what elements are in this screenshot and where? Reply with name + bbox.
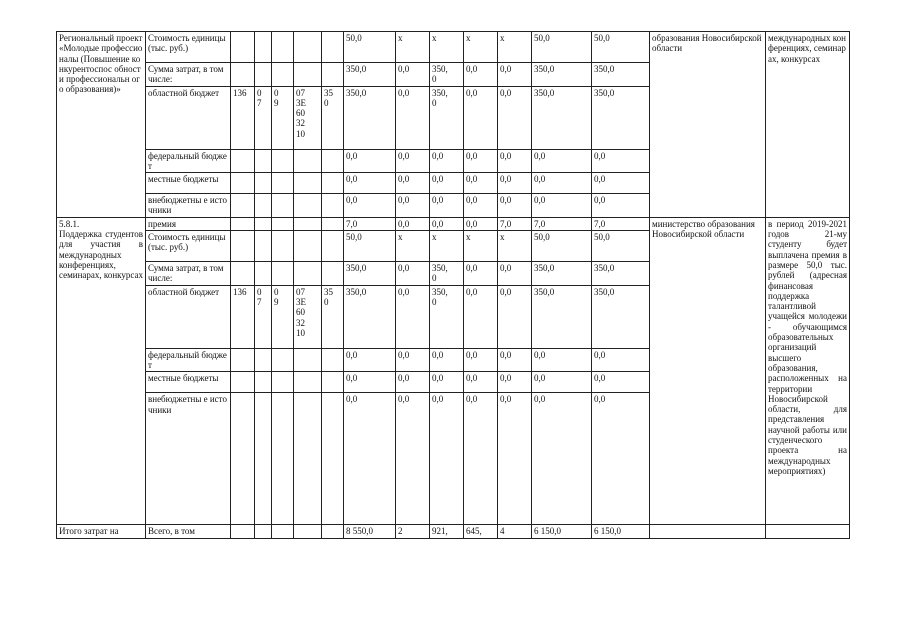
table-cell: 350,0	[344, 63, 396, 87]
table-cell: 350,0	[532, 86, 592, 149]
table-cell	[322, 231, 344, 262]
table-cell: 0,0	[592, 194, 650, 218]
table-cell: 0,0	[498, 285, 532, 348]
table-cell: 0,0	[344, 393, 396, 525]
table-cell: 0,0	[344, 348, 396, 372]
table-cell	[255, 173, 272, 194]
table-cell: 0,0	[464, 217, 498, 230]
table-cell	[255, 348, 272, 372]
table-cell	[231, 525, 255, 538]
table-cell: 645,	[464, 525, 498, 538]
table-cell: федеральный бюджет	[146, 348, 231, 372]
table-cell: 0,0	[396, 86, 430, 149]
table-cell	[294, 525, 322, 538]
table-cell: 0,0	[396, 285, 430, 348]
table-cell: 2	[396, 525, 430, 538]
table-cell	[231, 262, 255, 286]
table-cell: премия	[146, 217, 231, 230]
table-cell: 0,0	[532, 372, 592, 393]
table-cell: 7,0	[498, 217, 532, 230]
table-cell	[294, 262, 322, 286]
table-cell: 5.8.1. Поддержка студентов для участия в международных конференциях, семинарах, конкурсах	[57, 217, 146, 524]
table-cell: 0,0	[498, 194, 532, 218]
table-cell	[272, 194, 294, 218]
table-cell: Стоимость единицы (тыс. руб.)	[146, 231, 231, 262]
table-cell: 0,0	[498, 149, 532, 173]
table-cell: 0,0	[498, 372, 532, 393]
table-cell: 350,0	[592, 285, 650, 348]
table-cell: х	[396, 231, 430, 262]
table-cell: местные бюджеты	[146, 173, 231, 194]
table-cell: 0,0	[532, 348, 592, 372]
table-cell: местные бюджеты	[146, 372, 231, 393]
table-cell: 0,0	[592, 372, 650, 393]
table-cell: 0,0	[430, 393, 464, 525]
table-cell	[322, 372, 344, 393]
table-cell	[272, 525, 294, 538]
table-cell	[322, 525, 344, 538]
table-cell: 0 7	[255, 86, 272, 149]
table-cell	[322, 32, 344, 63]
table-cell: 0,0	[464, 149, 498, 173]
table-cell: Итого затрат на	[57, 525, 146, 538]
table-cell: 0,0	[498, 86, 532, 149]
table-cell	[294, 372, 322, 393]
table-cell: х	[396, 32, 430, 63]
table-cell: 0,0	[592, 149, 650, 173]
table-cell: 0,0	[396, 63, 430, 87]
table-cell: 0,0	[396, 262, 430, 286]
table-row	[57, 32, 850, 63]
table-row	[57, 525, 850, 538]
table-cell	[231, 393, 255, 525]
table-cell: 07 3Е 60 32 10	[294, 86, 322, 149]
table-cell	[255, 372, 272, 393]
table-cell	[231, 217, 255, 230]
table-cell	[294, 194, 322, 218]
table-cell: 0,0	[464, 262, 498, 286]
table-cell: 7,0	[344, 217, 396, 230]
table-cell	[255, 231, 272, 262]
table-cell: 7,0	[532, 217, 592, 230]
table-cell: 350,0	[592, 262, 650, 286]
table-cell: 50,0	[344, 32, 396, 63]
table-cell: Всего, в том	[146, 525, 231, 538]
table-row	[57, 217, 850, 230]
table-cell: 350,0	[592, 86, 650, 149]
table-cell: 0,0	[430, 372, 464, 393]
table-cell: 350,0	[592, 63, 650, 87]
table-cell: х	[464, 231, 498, 262]
table-cell: 350, 0	[430, 262, 464, 286]
table-cell	[231, 372, 255, 393]
table-cell: 0,0	[532, 393, 592, 525]
table-cell: 0,0	[396, 194, 430, 218]
table-cell: 350,0	[344, 262, 396, 286]
table-cell	[322, 262, 344, 286]
table-cell: 0,0	[430, 173, 464, 194]
table-cell: 0,0	[396, 173, 430, 194]
table-cell	[231, 194, 255, 218]
table-cell: 07 3Е 60 32 10	[294, 285, 322, 348]
table-cell: 0,0	[464, 194, 498, 218]
table-cell: 350, 0	[430, 285, 464, 348]
table-cell: х	[464, 32, 498, 63]
table-cell: х	[430, 231, 464, 262]
table-cell: 8 550,0	[344, 525, 396, 538]
table-cell	[272, 372, 294, 393]
table-cell: 0,0	[464, 348, 498, 372]
table-cell: 0,0	[592, 173, 650, 194]
table-cell: 0,0	[498, 63, 532, 87]
table-cell	[255, 525, 272, 538]
table-cell: 0,0	[396, 393, 430, 525]
table-cell	[272, 149, 294, 173]
table-cell: 0,0	[344, 149, 396, 173]
table-cell: 0 9	[272, 285, 294, 348]
table-cell: 50,0	[532, 231, 592, 262]
table-cell: Сумма затрат, в том числе:	[146, 63, 231, 87]
table-cell: 0,0	[464, 393, 498, 525]
budget-table	[56, 31, 850, 539]
table-cell: 0,0	[344, 194, 396, 218]
table-cell: федеральный бюджет	[146, 149, 231, 173]
table-cell: 4	[498, 525, 532, 538]
table-cell	[294, 173, 322, 194]
budget-table-body	[57, 32, 850, 539]
table-cell: 0,0	[430, 194, 464, 218]
table-cell: 0,0	[498, 348, 532, 372]
table-cell	[272, 262, 294, 286]
table-cell: 35 0	[322, 86, 344, 149]
table-cell: 0,0	[592, 348, 650, 372]
table-cell	[294, 217, 322, 230]
table-cell: 7,0	[592, 217, 650, 230]
table-cell: 350,0	[532, 63, 592, 87]
table-cell: 921,	[430, 525, 464, 538]
table-cell	[322, 194, 344, 218]
table-cell	[322, 173, 344, 194]
table-cell: международных конференциях, семинарах, конкурсах	[766, 32, 850, 218]
table-cell: 0,0	[498, 173, 532, 194]
table-cell	[255, 32, 272, 63]
table-cell: 0,0	[592, 393, 650, 525]
table-cell: 350, 0	[430, 86, 464, 149]
table-cell: 50,0	[592, 231, 650, 262]
table-cell	[294, 393, 322, 525]
table-cell	[294, 231, 322, 262]
table-cell: 0,0	[430, 217, 464, 230]
table-cell: х	[498, 231, 532, 262]
table-cell: х	[498, 32, 532, 63]
table-cell	[294, 63, 322, 87]
table-cell: 0,0	[344, 173, 396, 194]
table-cell	[231, 173, 255, 194]
table-cell	[272, 173, 294, 194]
table-cell: министерство образования Новосибирской области	[650, 217, 766, 524]
table-cell: областной бюджет	[146, 285, 231, 348]
table-cell: 50,0	[344, 231, 396, 262]
table-cell: 350,0	[532, 262, 592, 286]
table-cell: 0,0	[396, 372, 430, 393]
table-cell	[231, 149, 255, 173]
table-cell: Сумма затрат, в том числе:	[146, 262, 231, 286]
table-cell: 0 7	[255, 285, 272, 348]
table-cell: областной бюджет	[146, 86, 231, 149]
table-cell: 0,0	[344, 372, 396, 393]
table-cell: 0 9	[272, 86, 294, 149]
table-cell: 0,0	[464, 86, 498, 149]
table-cell: 6 150,0	[592, 525, 650, 538]
table-cell: 0,0	[430, 348, 464, 372]
table-cell	[322, 348, 344, 372]
table-cell	[766, 525, 850, 538]
table-cell: образования Новосибирской области	[650, 32, 766, 218]
table-cell: 350,0	[344, 285, 396, 348]
table-cell: Стоимость единицы (тыс. руб.)	[146, 32, 231, 63]
table-cell	[322, 393, 344, 525]
table-cell	[272, 217, 294, 230]
table-cell: внебюджетны е источники	[146, 393, 231, 525]
table-cell	[231, 231, 255, 262]
table-cell	[272, 32, 294, 63]
table-cell	[294, 149, 322, 173]
table-cell: в период 2019-2021 годов 21-му студенту будет выплачена премия в размере 50,0 тыс. рублей (адресная финансовая поддержка талантливой учащейся молодежи - обучающимся образовательных организаций высшего образования, расположенных на территории Новосибирской области, для представления научной работы или студенческого проекта на международных мероприятиях)	[766, 217, 850, 524]
table-cell	[255, 217, 272, 230]
table-cell	[272, 393, 294, 525]
table-cell: 0,0	[498, 393, 532, 525]
table-cell: Региональный проект «Молодые профессионалы (Повышение конкурентоспос обности профессиональн ого образования)»	[57, 32, 146, 218]
table-cell	[272, 231, 294, 262]
table-cell: 0,0	[498, 262, 532, 286]
table-cell: 350, 0	[430, 63, 464, 87]
table-cell	[294, 32, 322, 63]
table-cell	[255, 194, 272, 218]
table-cell	[255, 63, 272, 87]
table-cell: 0,0	[532, 194, 592, 218]
table-cell: 0,0	[396, 217, 430, 230]
table-cell	[322, 63, 344, 87]
table-cell: х	[430, 32, 464, 63]
table-cell	[255, 393, 272, 525]
table-cell: 0,0	[532, 173, 592, 194]
table-cell	[231, 63, 255, 87]
table-cell: 0,0	[396, 348, 430, 372]
table-cell: 6 150,0	[532, 525, 592, 538]
table-cell	[231, 348, 255, 372]
table-cell: 350,0	[344, 86, 396, 149]
table-cell: 50,0	[592, 32, 650, 63]
table-cell: 0,0	[464, 285, 498, 348]
table-cell	[255, 149, 272, 173]
table-cell	[294, 348, 322, 372]
table-cell: 0,0	[396, 149, 430, 173]
table-cell: 136	[231, 86, 255, 149]
table-cell: 0,0	[464, 372, 498, 393]
table-cell: 0,0	[430, 149, 464, 173]
table-cell	[255, 262, 272, 286]
table-cell: 0,0	[532, 149, 592, 173]
table-cell	[272, 63, 294, 87]
table-cell: 50,0	[532, 32, 592, 63]
table-cell	[322, 149, 344, 173]
table-cell: 136	[231, 285, 255, 348]
table-cell	[231, 32, 255, 63]
table-cell: 0,0	[464, 173, 498, 194]
table-cell: 0,0	[464, 63, 498, 87]
table-cell: внебюджетны е источники	[146, 194, 231, 218]
table-cell: 35 0	[322, 285, 344, 348]
table-cell	[272, 348, 294, 372]
table-cell: 350,0	[532, 285, 592, 348]
table-cell	[322, 217, 344, 230]
table-cell	[650, 525, 766, 538]
